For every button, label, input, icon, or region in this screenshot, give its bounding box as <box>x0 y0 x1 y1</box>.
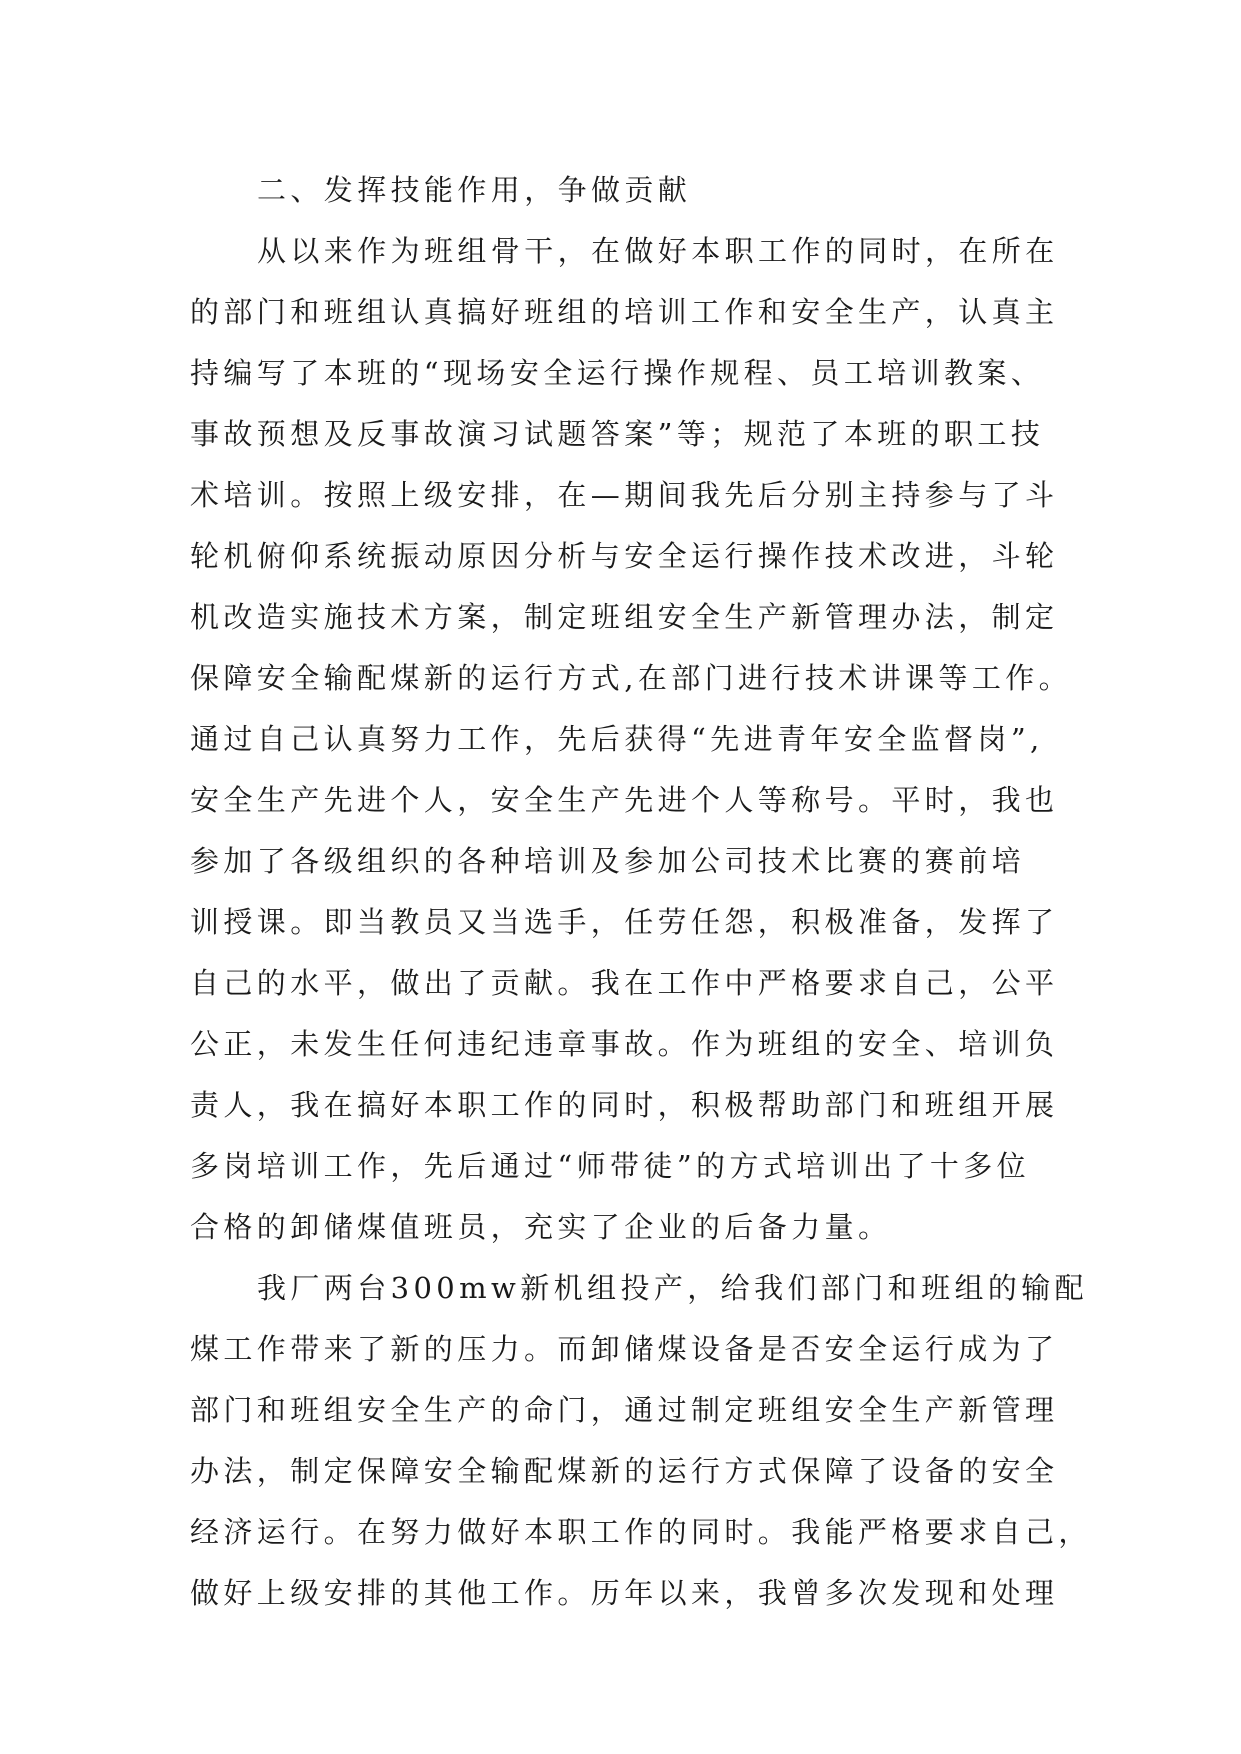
paragraph-line: 参加了各级组织的各种培训及参加公司技术比赛的赛前培 <box>190 844 1026 878</box>
paragraph-line: 我厂两台300mw新机组投产，给我们部门和班组的输配 <box>257 1271 1089 1305</box>
paragraph-line: 训授课。即当教员又当选手，任劳任怨，积极准备，发挥了 <box>190 905 1059 939</box>
paragraph-line: 多岗培训工作，先后通过“师带徒”的方式培训出了十多位 <box>190 1149 1031 1183</box>
paragraph-line: 的部门和班组认真搞好班组的培训工作和安全生产，认真主 <box>190 295 1059 329</box>
paragraph-line: 通过自己认真努力工作，先后获得“先进青年安全监督岗”, <box>190 722 1044 756</box>
document-body <box>190 160 1092 1624</box>
paragraph-line: 办法，制定保障安全输配煤新的运行方式保障了设备的安全 <box>190 1454 1059 1488</box>
paragraph-1 <box>190 221 1073 1258</box>
paragraph-line: 经济运行。在努力做好本职工作的同时。我能严格要求自己， <box>190 1515 1092 1549</box>
paragraph-line: 术培训。按照上级安排，在—期间我先后分别主持参与了斗 <box>190 478 1059 512</box>
paragraph-line: 事故预想及反事故演习试题答案”等；规范了本班的职工技 <box>190 417 1045 451</box>
paragraph-line: 从以来作为班组骨干，在做好本职工作的同时，在所在 <box>257 234 1059 268</box>
paragraph-line: 煤工作带来了新的压力。而卸储煤设备是否安全运行成为了 <box>190 1332 1059 1366</box>
paragraph-line: 安全生产先进个人，安全生产先进个人等称号。平时，我也 <box>190 783 1059 817</box>
paragraph-line: 轮机俯仰系统振动原因分析与安全运行操作技术改进，斗轮 <box>190 539 1059 573</box>
paragraph-line: 保障安全输配煤新的运行方式,在部门进行技术讲课等工作。 <box>190 661 1073 695</box>
paragraph-line: 公正，未发生任何违纪违章事故。作为班组的安全、培训负 <box>190 1027 1059 1061</box>
paragraph-line: 部门和班组安全生产的命门，通过制定班组安全生产新管理 <box>190 1393 1059 1427</box>
paragraph-line: 自己的水平，做出了贡献。我在工作中严格要求自己，公平 <box>190 966 1059 1000</box>
paragraph-line: 责人，我在搞好本职工作的同时，积极帮助部门和班组开展 <box>190 1088 1059 1122</box>
paragraph-2 <box>190 1258 1092 1624</box>
section-heading: 二、发挥技能作用，争做贡献 <box>257 173 692 207</box>
paragraph-line: 做好上级安排的其他工作。历年以来，我曾多次发现和处理 <box>190 1576 1059 1610</box>
paragraph-line: 合格的卸储煤值班员，充实了企业的后备力量。 <box>190 1210 892 1244</box>
paragraph-line: 持编写了本班的“现场安全运行操作规程、员工培训教案、 <box>190 356 1045 390</box>
paragraph-line: 机改造实施技术方案，制定班组安全生产新管理办法，制定 <box>190 600 1059 634</box>
